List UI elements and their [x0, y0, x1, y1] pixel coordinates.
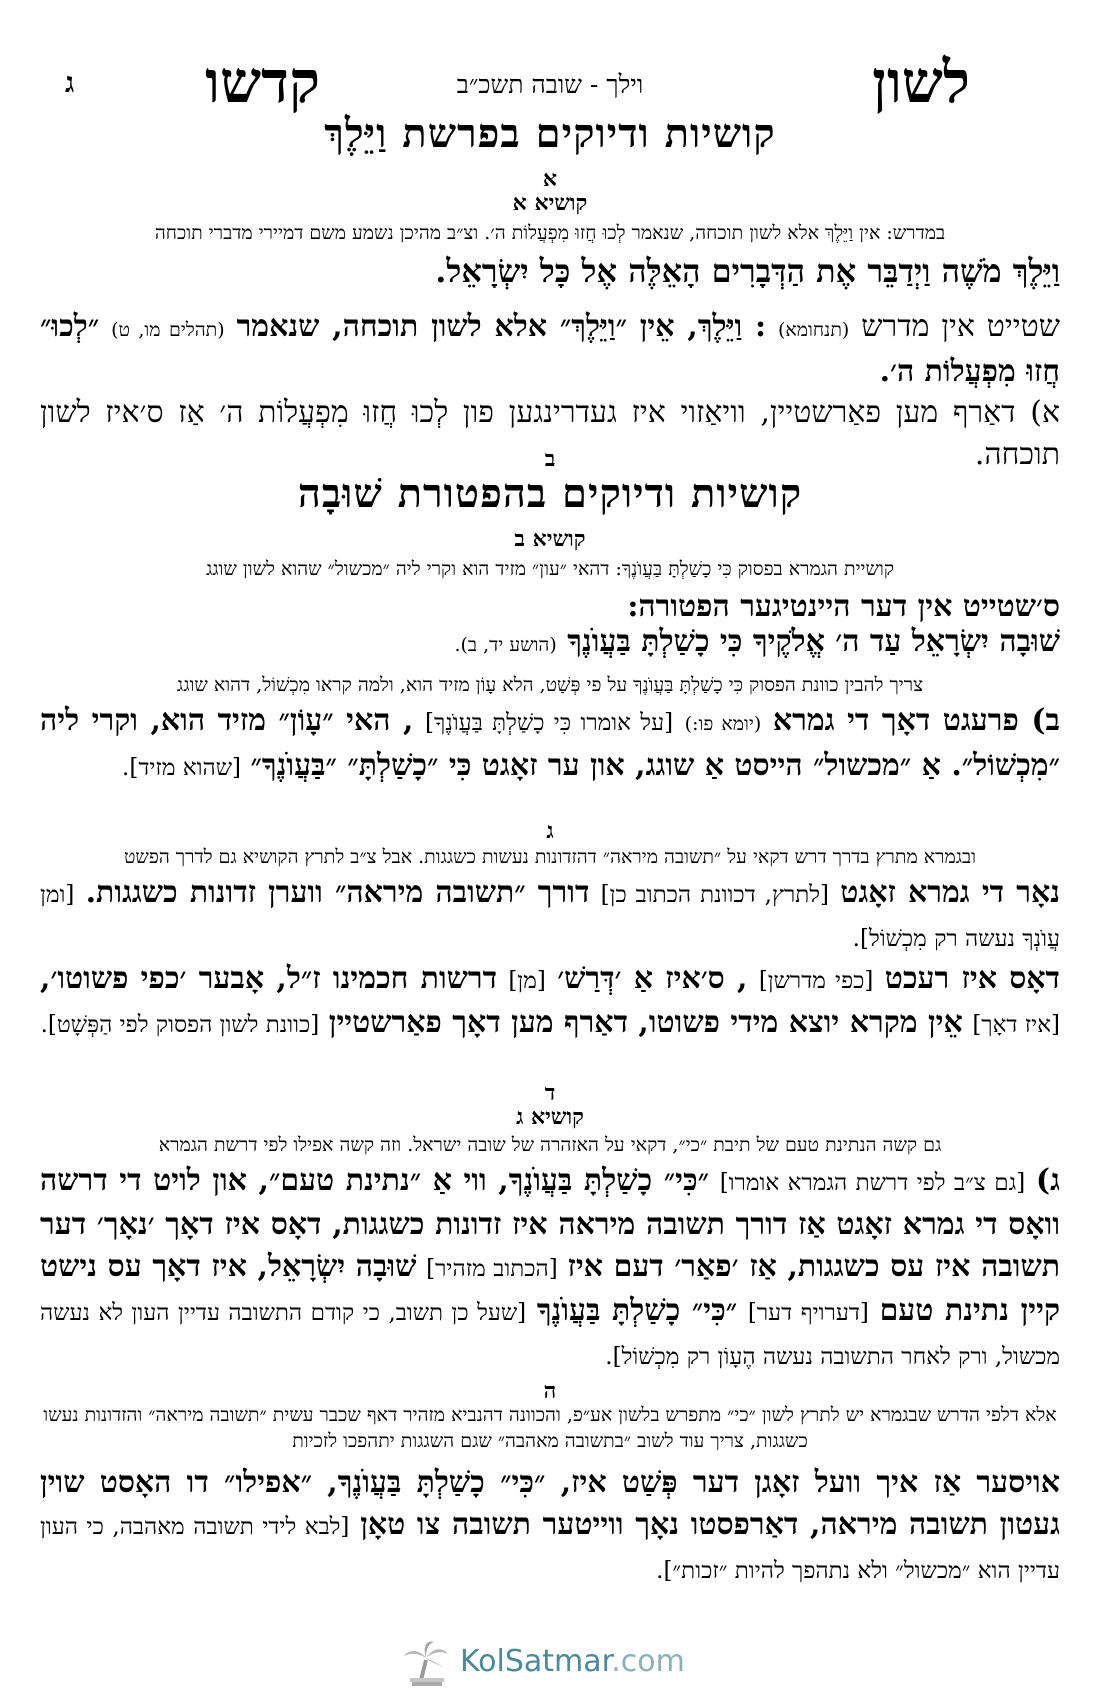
- section-title-vayelech: קושיות ודיוקים בפרשת וַיֵּלֶךְ: [324, 110, 776, 157]
- paragraph: [40, 586, 1060, 628]
- bracket-note: [ומן עֲוֺנְךָ נעשה רק מִכְשׁוֹל].: [40, 882, 1060, 952]
- text-run: דאָס איז רעכט: [884, 961, 1060, 996]
- paragraph: [40, 306, 1060, 393]
- bracket-note: [לבא לידי תשובה מאהבה, כי העון עדיין הוא ״מכשול״ ולא נתהפך להיות ״זכות״].: [40, 1514, 1060, 1584]
- watermark-domain: .com: [611, 1644, 685, 1679]
- section-letter: ב: [544, 446, 556, 472]
- kolsatmar-watermark: [400, 1638, 685, 1688]
- header-subtitle: וילך - שובה תשכ״ב: [456, 70, 644, 99]
- bracket-note: [גם צ״ב לפי דרשת הגמרא אומרו]: [719, 1170, 1026, 1196]
- pasuk-text: וַיֵּלֶךְ מֹשֶׁה וַיְדַבֵּר אֶת הַדְּבָרִים הָאֵלֶּה אֶל כָּל יִשְׂרָאֵל.: [435, 252, 1060, 290]
- page-header: [0, 28, 1100, 116]
- text-run: דרשות חכמינו ז״ל, אָבער ׳כפי פשוטו׳,: [40, 961, 498, 996]
- text-run: שטייט אין מדרש: [861, 309, 1060, 344]
- question-label: קושיא ג: [516, 1104, 584, 1130]
- text-run: ״כִּי״ כָשַׁלְתָּ בַּעֲוֺנֶךָ, ווי אַ ״נתינת טעם״, און לויט די דרשה וואָס די גמרא זאָגט אַז דורך תשובה מיראה איז זדונות כשגגות, דאָס איז דאָך ׳נאָך׳ דער תשובה איז עס כשגגות, אַז ׳פאַר׳ דעם איז: [40, 1163, 1060, 1284]
- section-letter: ד: [544, 1080, 556, 1106]
- source-ref: (יומא פו:): [684, 713, 762, 735]
- bracket-note: [הכתוב מזהיר]: [426, 1256, 558, 1282]
- text-run: שׁוּבָה יִשְׂרָאֵל עַד ה׳ אֱלֹקֶיךָ כִּי כָשַׁלְתָּ בַּעֲוֺנֶךָ: [567, 624, 1060, 659]
- bracket-note: [דערויף דער]: [747, 1300, 869, 1326]
- text-run: ב) פרעגט דאָך די גמרא: [772, 703, 1060, 738]
- summary-note: במדרש: אין וַיֵּלֶךְ אלא לשון תוכחה, שנאמר לְכוּ חֲזוּ מִפְעֲלוֹת ה׳. וצ״ב מהיכן נשמע משם דמיירי מדברי תוכחה: [154, 222, 946, 244]
- section-letter: ג: [546, 818, 554, 844]
- bracket-note: [שעל כן תשוב, כי קודם התשובה עדיין העון לא נעשה מכשול, ורק לאחר התשובה נעשה הֶעָוֹן רק מִכְשׁוֹל].: [40, 1300, 1060, 1370]
- page-number: ג: [65, 66, 75, 99]
- paragraph: [40, 1462, 1060, 1592]
- text-run: , ס׳איז אַ ׳דְּרַשׁ׳: [557, 961, 748, 996]
- question-label: קושיא א: [512, 190, 588, 216]
- text-run: ס׳שטייט אין דער היינטיגער הפטורה:: [627, 589, 1060, 624]
- text-run: אויסער אַז איך וועל זאָגן דער פְּשַׁט איז, ״כִּי״ כָשַׁלְתָּ בַּעֲוֺנֶךָ, ״אפילו״ דו האָסט שוין געטון תשובה מיראה, דאַרפסטו נאָך ווייטער תשובה צו טאָן: [40, 1465, 1060, 1542]
- text-run: נאָר די גמרא זאָגט: [840, 875, 1060, 910]
- paragraph: [40, 958, 1060, 1046]
- text-run: אֵין מקרא יוצא מידי פשוטו, דאַרף מען דאָך פאַרשטיין: [328, 1005, 963, 1040]
- summary-note: צריך להבין כוונת הפסוק כִּי כָשַׁלְתָּ בַּעֲוֺנֶךָ על פי פְּשַׁט, הלא עָוֹן מזיד הוא, ולמה קראו מִכְשׁוֹל, דהוא שוגג: [176, 674, 924, 696]
- watermark-text: [460, 1644, 685, 1679]
- pasuk-text: [40, 624, 1060, 659]
- text-run: שׁוּבָה יִשְׂרָאֵל, איז דאָך עס נישט קיין נתינת טעם: [40, 1249, 1060, 1328]
- watermark-name: KolSatmar: [460, 1644, 612, 1679]
- text-run: ״כִּי״ כָשַׁלְתָּ בַּעֲוֺנֶךָ: [536, 1293, 738, 1328]
- bracket-note: [כפי מדרשן]: [758, 968, 874, 994]
- section-letter: א: [542, 166, 558, 192]
- summary-note: ובגמרא מתרץ בדרך דרש דקאי על ״תשובה מיראה״ דהזדונות נעשות כשגגות. אבל צ״ב לתרץ הקושיא גם לדרך הפשט: [123, 846, 977, 868]
- text-run: : וַיֵּלֶךְ, אֵין ״וַיֵּלֶךְ״ אלא לשון תוכחה, שנאמר: [236, 309, 767, 344]
- bracket-note: [שהוא מזיד].: [122, 755, 241, 781]
- section-letter: ה: [543, 1378, 557, 1404]
- source-ref: (תהלים מו, ט): [111, 319, 225, 341]
- summary-note: קושיית הגמרא בפסוק כִּי כָשַׁלְתָּ בַּעֲוֺנֶךָ: דהאי ״עון״ מזיד הוא וקרי ליה ״מכשול״ שהוא לשון שוגג: [205, 558, 895, 580]
- header-title-word1: לשון: [872, 48, 970, 116]
- bracket-note: [לתרץ, דכוונת הכתוב כן]: [600, 882, 830, 908]
- summary-note: אלא דלפי הדרש שבגמרא יש לתרץ לשון ״כי״ מתפרש בלשון אע״פ, והכוונה דהנביא מזהיר דאף שכבר עשית ״תשובה מיראה״ והזדונות נעשו כשגגות, צריך עוד לשוב ״בתשובה מאהבה״ שגם השגגות יתהפכו לזכיות: [43, 1404, 1057, 1452]
- bracket-note: [כוונת לשון הפסוק לפי הַפְּשָׁט].: [40, 1012, 320, 1038]
- bracket-note: [על אומרו כִּי כָשַׁלְתָּ בַּעֲוֺנֶךָ]: [425, 710, 674, 736]
- bracket-note: [מן]: [508, 968, 546, 994]
- question-label: קושיא ב: [514, 526, 586, 552]
- summary-note: גם קשה הנתינת טעם של תיבת ״כי״, דקאי על האזהרה של שובה ישראל. וזה קשה אפילו לפי דרשת הגמרא: [158, 1134, 942, 1156]
- source-ref: (הושע יד, ב).: [454, 634, 557, 656]
- section-title-haftorah: קושיות ודיוקים בהפטורת שׁוּבָה: [297, 470, 803, 517]
- paragraph: [40, 1160, 1060, 1378]
- text-run: א) דאַרף מען פאַרשטיין, וויאַזוי איז געדרינגען פון לְכוּ חֲזוּ מִפְעֲלוֹת ה׳ אַז ס׳איז לשון תוכחה.: [40, 395, 1060, 472]
- header-title-word2: קדשו: [205, 48, 320, 116]
- text-run: דורך ״תשובה מיראה״ ווערן זדונות כשגגות.: [85, 875, 590, 910]
- paragraph: [40, 700, 1060, 789]
- bracket-note: [איז דאָך]: [972, 1012, 1060, 1038]
- text-run: ״לְכוּ״ חֲזוּ מִפְעֲלוֹת ה׳.: [40, 309, 1060, 389]
- text-run: , האי ״עָוֹן״ מזיד הוא, וקרי ליה ״מִכְשׁוֹל״. אַ ״מכשול״ הייסט אַ שוגג, און ער זאָגט כִּי ״כָשַׁלְתָּ״ ״בַּעֲוֺנֶךָ״: [40, 703, 1060, 783]
- paragraph: [40, 872, 1060, 960]
- source-ref: (תנחומא): [777, 319, 850, 341]
- palm-tree-books-icon: [400, 1638, 452, 1688]
- text-run: ג): [1035, 1163, 1060, 1198]
